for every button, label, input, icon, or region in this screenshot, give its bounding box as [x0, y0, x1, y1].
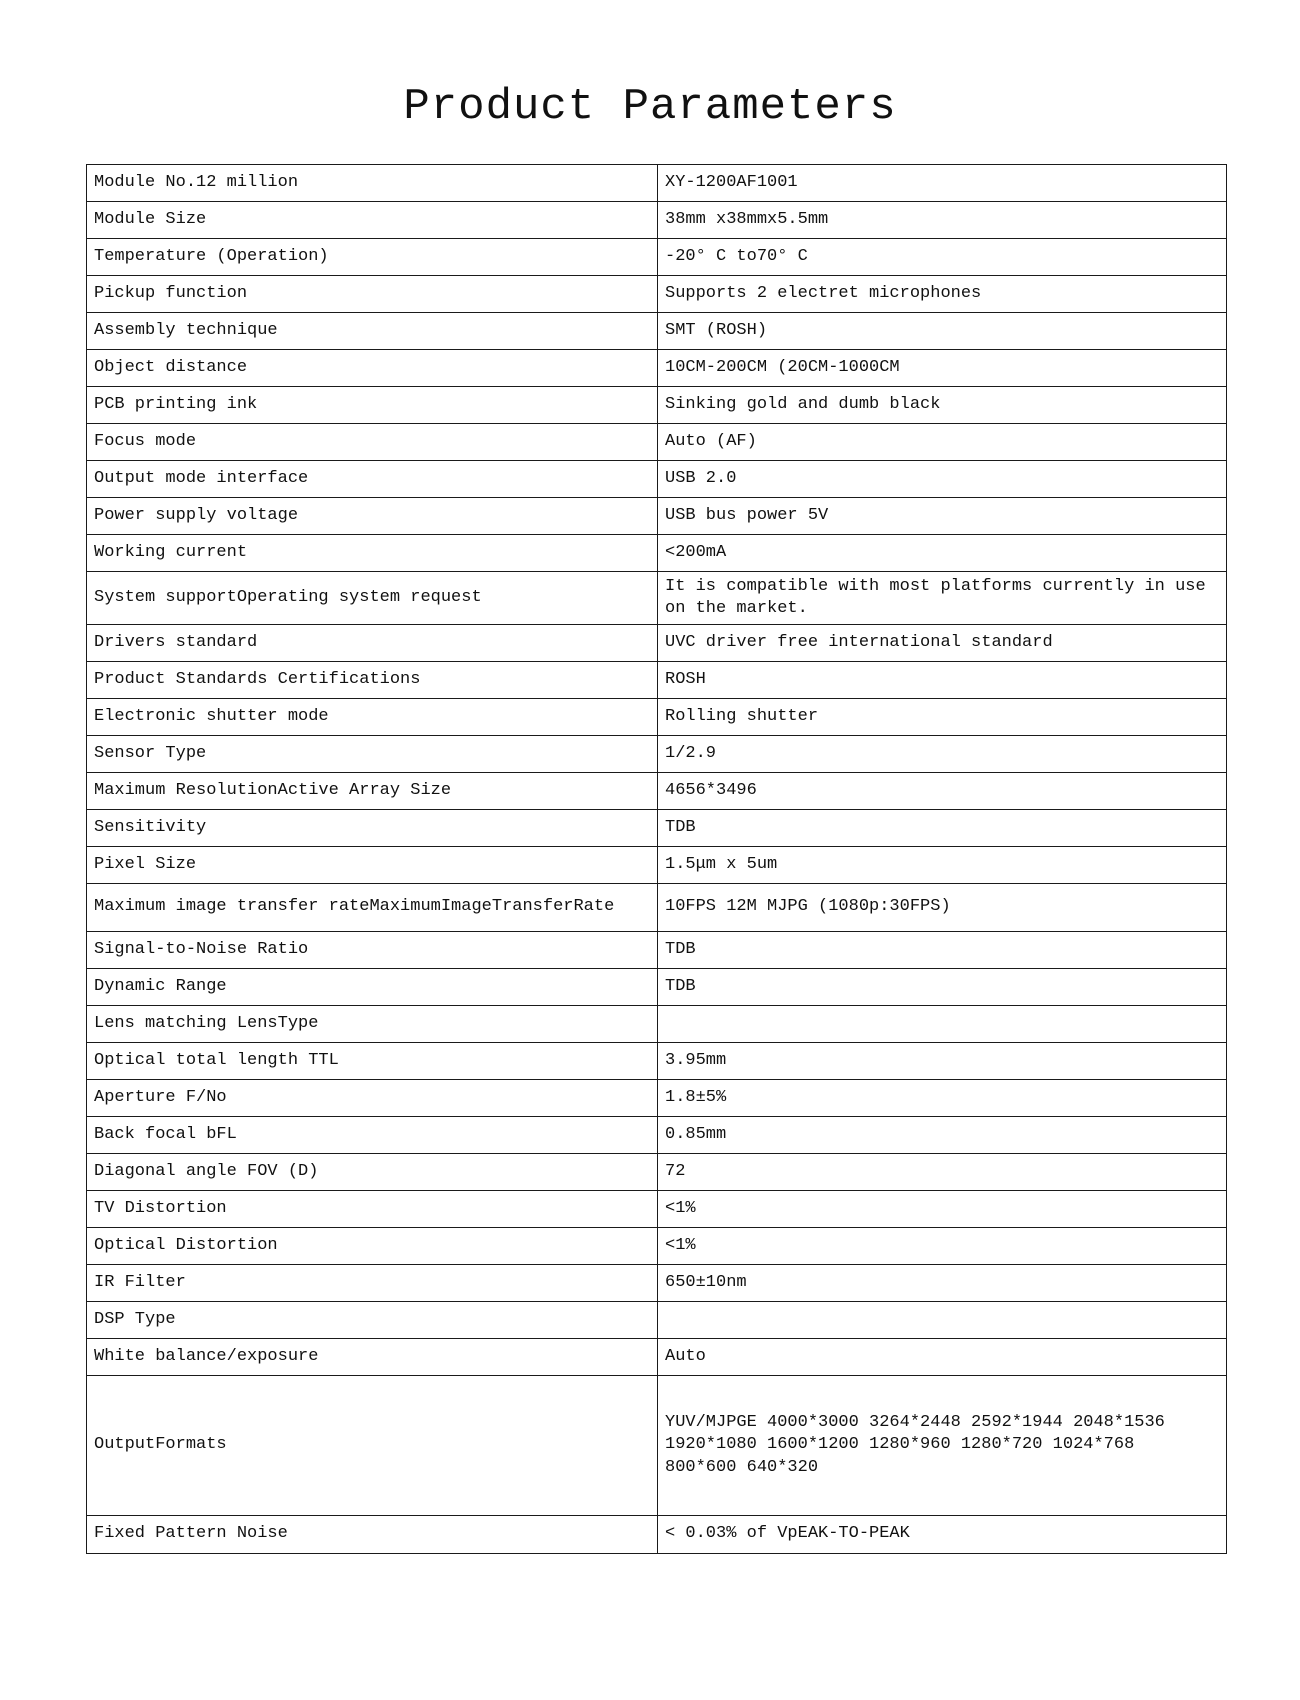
table-row: [87, 1228, 1227, 1265]
param-label: Module No.12 million: [87, 165, 658, 202]
param-value: It is compatible with most platforms currently in use on the market.: [658, 572, 1227, 625]
param-value: Sinking gold and dumb black: [658, 387, 1227, 424]
table-row: [87, 1265, 1227, 1302]
param-value: TDB: [658, 810, 1227, 847]
param-label: PCB printing ink: [87, 387, 658, 424]
param-value: 10CM-200CM (20CM-1000CM: [658, 350, 1227, 387]
product-parameters-table: [86, 164, 1227, 1554]
page-title: Product Parameters: [403, 82, 897, 132]
table-row: [87, 699, 1227, 736]
param-label: Pickup function: [87, 276, 658, 313]
param-value: TDB: [658, 932, 1227, 969]
table-row: [87, 1043, 1227, 1080]
param-value: TDB: [658, 969, 1227, 1006]
param-label: Lens matching LensType: [87, 1006, 658, 1043]
param-value: USB bus power 5V: [658, 498, 1227, 535]
table-row: [87, 625, 1227, 662]
param-value: 3.95mm: [658, 1043, 1227, 1080]
table-row: [87, 202, 1227, 239]
param-label: Signal-to-Noise Ratio: [87, 932, 658, 969]
table-row: [87, 1339, 1227, 1376]
param-label: Product Standards Certifications: [87, 662, 658, 699]
param-value: 1/2.9: [658, 736, 1227, 773]
param-label: Power supply voltage: [87, 498, 658, 535]
table-row: [87, 350, 1227, 387]
param-value: Supports 2 electret microphones: [658, 276, 1227, 313]
param-label: Temperature (Operation): [87, 239, 658, 276]
table-row: [87, 1154, 1227, 1191]
param-label: Working current: [87, 535, 658, 572]
param-value: 1.8±5%: [658, 1080, 1227, 1117]
param-label: Assembly technique: [87, 313, 658, 350]
table-row: [87, 884, 1227, 932]
param-label: TV Distortion: [87, 1191, 658, 1228]
param-value: USB 2.0: [658, 461, 1227, 498]
param-value: [658, 1006, 1227, 1043]
table-row: [87, 1516, 1227, 1554]
table-row: [87, 1117, 1227, 1154]
table-row: [87, 572, 1227, 625]
param-value: 650±10nm: [658, 1265, 1227, 1302]
param-label: Output mode interface: [87, 461, 658, 498]
table-row: [87, 847, 1227, 884]
param-label: Drivers standard: [87, 625, 658, 662]
table-row: [87, 498, 1227, 535]
table-row: [87, 736, 1227, 773]
param-label: Optical total length TTL: [87, 1043, 658, 1080]
param-label: Back focal bFL: [87, 1117, 658, 1154]
param-label: White balance/exposure: [87, 1339, 658, 1376]
param-value: [658, 1302, 1227, 1339]
param-label: Optical Distortion: [87, 1228, 658, 1265]
table-row: [87, 461, 1227, 498]
param-value: UVC driver free international standard: [658, 625, 1227, 662]
param-value: 0.85mm: [658, 1117, 1227, 1154]
table-row: [87, 1302, 1227, 1339]
param-label: Dynamic Range: [87, 969, 658, 1006]
table-row: [87, 969, 1227, 1006]
param-value: 38mm x38mmx5.5mm: [658, 202, 1227, 239]
param-value: < 0.03% of VpEAK-TO-PEAK: [658, 1516, 1227, 1554]
param-label: Maximum ResolutionActive Array Size: [87, 773, 658, 810]
parameters-table-body: [87, 165, 1227, 1554]
param-label: Pixel Size: [87, 847, 658, 884]
table-row: [87, 773, 1227, 810]
param-label: DSP Type: [87, 1302, 658, 1339]
table-row: [87, 276, 1227, 313]
table-row: [87, 424, 1227, 461]
table-row: [87, 932, 1227, 969]
param-label: Electronic shutter mode: [87, 699, 658, 736]
param-label: Sensor Type: [87, 736, 658, 773]
table-row: [87, 1191, 1227, 1228]
table-row: [87, 1080, 1227, 1117]
param-value: ROSH: [658, 662, 1227, 699]
param-value: <1%: [658, 1228, 1227, 1265]
param-value: -20° C to70° C: [658, 239, 1227, 276]
table-row: [87, 1006, 1227, 1043]
param-label: Module Size: [87, 202, 658, 239]
table-row: [87, 387, 1227, 424]
param-value: 72: [658, 1154, 1227, 1191]
table-row: [87, 662, 1227, 699]
param-label: Object distance: [87, 350, 658, 387]
param-label: Sensitivity: [87, 810, 658, 847]
param-value: <1%: [658, 1191, 1227, 1228]
param-value: Rolling shutter: [658, 699, 1227, 736]
param-value: 10FPS 12M MJPG (1080p:30FPS): [658, 884, 1227, 932]
param-label: Fixed Pattern Noise: [87, 1516, 658, 1554]
param-label: OutputFormats: [87, 1376, 658, 1516]
table-row: [87, 313, 1227, 350]
param-value: 1.5μm x 5um: [658, 847, 1227, 884]
table-row: [87, 535, 1227, 572]
param-value: YUV/MJPGE 4000*3000 3264*2448 2592*1944 2048*1536 1920*1080 1600*1200 1280*960 1280*720 1024*768 800*600 640*320: [658, 1376, 1227, 1516]
param-value: SMT (ROSH): [658, 313, 1227, 350]
table-row: [87, 1376, 1227, 1516]
param-value: 4656*3496: [658, 773, 1227, 810]
table-row: [87, 165, 1227, 202]
param-label: System supportOperating system request: [87, 572, 658, 625]
param-label: Diagonal angle FOV (D): [87, 1154, 658, 1191]
table-row: [87, 239, 1227, 276]
param-label: Focus mode: [87, 424, 658, 461]
table-row: [87, 810, 1227, 847]
param-value: Auto: [658, 1339, 1227, 1376]
param-value: XY-1200AF1001: [658, 165, 1227, 202]
param-label: Maximum image transfer rateMaximumImageTransferRate: [87, 884, 658, 932]
param-label: IR Filter: [87, 1265, 658, 1302]
param-value: Auto (AF): [658, 424, 1227, 461]
param-value: <200mA: [658, 535, 1227, 572]
param-label: Aperture F/No: [87, 1080, 658, 1117]
